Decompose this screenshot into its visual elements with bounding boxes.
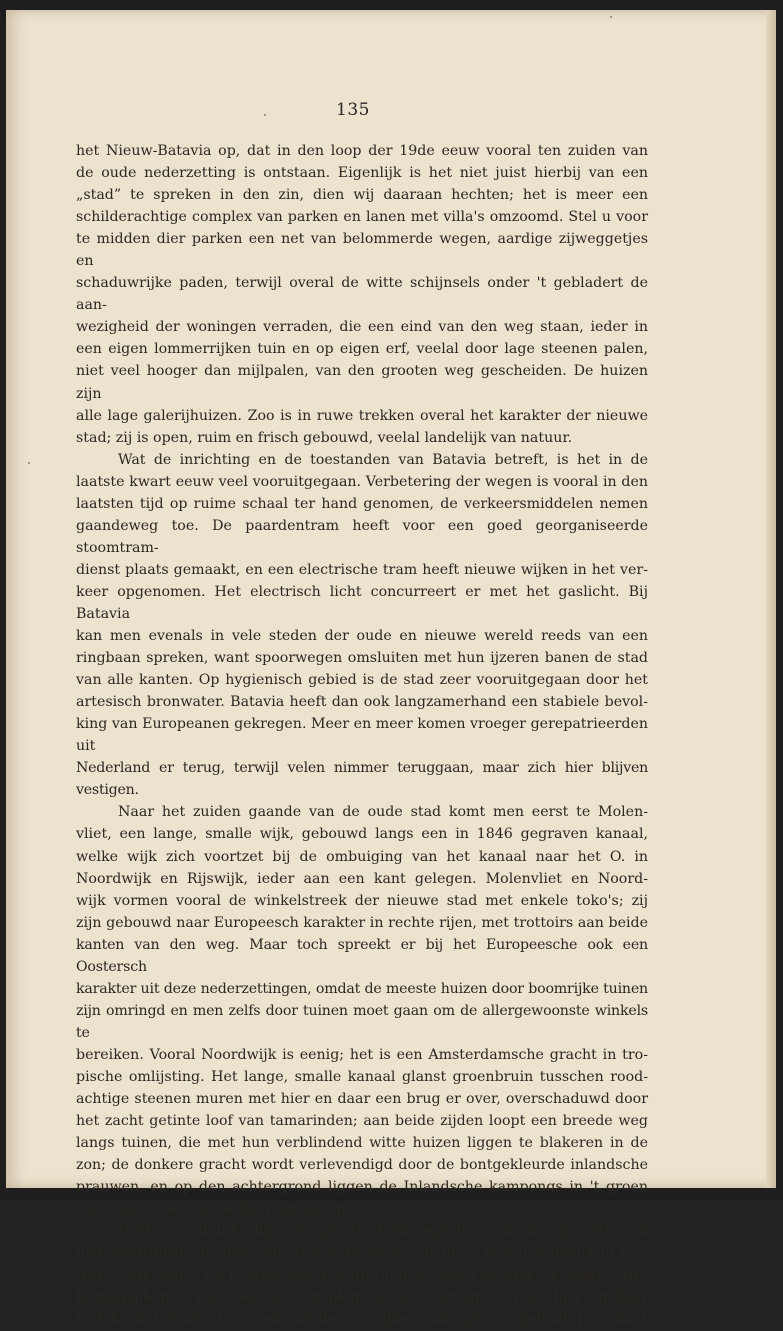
- text-line: bedekt met grazend vee, en aan de vier zijden van zijn onregelmatig vierkant: [76, 1311, 648, 1328]
- text-line: kan men evenals in vele steden der oude en nieuwe wereld reeds van een: [76, 628, 648, 645]
- text-line: „stad” te spreken in den zin, dien wij daaraan hechten; het is meer een: [76, 187, 648, 204]
- text-line: achtige steenen muren met hier en daar een brug er over, overschaduwd door: [76, 1091, 648, 1108]
- body-text: [76, 140, 648, 1331]
- text-line: een eigen lommerrijken tuin en op eigen erf, veelal door lage steenen palen,: [76, 341, 648, 358]
- text-line: schaduwrijke paden, terwijl overal de witte schijnsels onder 't gebladert de aan-: [76, 275, 648, 314]
- paragraph-1: [76, 140, 648, 449]
- text-line: laatste kwart eeuw veel vooruitgegaan. Verbetering der wegen is vooral in den: [76, 473, 648, 490]
- text-line: te midden dier parken een net van belommerde wegen, aardige zijweggetjes en: [76, 231, 648, 270]
- page-edge-shadow: [766, 10, 776, 1188]
- paragraph-3: [76, 801, 648, 1220]
- text-line: niet veel hooger dan mijlpalen, van den grooten weg gescheiden. De huizen zijn: [76, 363, 648, 402]
- text-line: pische omlijsting. Het lange, smalle kanaal glanst groenbruin tusschen rood-: [76, 1068, 648, 1085]
- text-line: karakter uit deze nederzettingen, omdat de meeste huizen door boomrijke tuinen: [76, 980, 648, 997]
- text-line: de oude nederzetting is ontstaan. Eigenlijk is het niet juist hierbij van een: [76, 165, 648, 182]
- text-line: Koningsplein is niet zoozeer een plein als wel een groot veld, hier en daar: [76, 1289, 648, 1306]
- text-line: zijn omringd en men zelfs door tuinen moet gaan om de allergewoonste winkels te: [76, 1002, 648, 1041]
- text-line: king van Europeanen gekregen. Meer en meer komen vroeger gerepatrieerden uit: [76, 716, 648, 755]
- text-line: het Nieuw-Batavia op, dat in den loop der 19de eeuw vooral ten zuiden van: [76, 143, 648, 159]
- text-line: verscholen, de stadswijken omsluitend.: [76, 1201, 360, 1218]
- text-line: alle lage galerijhuizen. Zoo is in ruwe trekken overal het karakter der nieuwe: [76, 407, 648, 424]
- text-line: wijk vormen vooral de winkelstreek der nieuwe stad met enkele toko's; zij: [76, 892, 648, 909]
- text-line: Nederland er terug, terwijl velen nimmer teruggaan, maar zich hier blijven vestigen.: [76, 760, 648, 799]
- text-line: gaandeweg toe. De paardentram heeft voor een goed georganiseerde stoomtram-: [76, 517, 648, 556]
- text-line: kanten van den weg. Maar toch spreekt er bij het Europeesche ook een Oostersch: [76, 936, 648, 975]
- text-line: artesisch bronwater. Batavia heeft dan ook langzamerhand een stabiele bevol-: [76, 694, 648, 711]
- text-line: langs tuinen, die met hun verblindend witte huizen liggen te blakeren in de: [76, 1135, 648, 1152]
- text-line: stad; zij is open, ruim en frisch gebouwd, veelal landelijk van natuur.: [76, 429, 573, 446]
- text-line: prauwen, en op den achtergrond liggen de Inlandsche kampongs in 't groen: [76, 1179, 648, 1196]
- text-line: ringbaan spreken, want spoorwegen omsluiten met hun ijzeren banen de stad: [76, 650, 648, 667]
- paper-speck: [28, 462, 30, 464]
- text-line: zijn gebouwd naar Europeesch karakter in rechte rijen, met trottoirs aan beide: [76, 914, 648, 931]
- text-line: Verder zuidelijk, bij het groote Koningsplein, een der grootste en: [118, 1223, 648, 1240]
- text-line: dienst plaats gemaakt, en een electrische tram heeft nieuwe wijken in het ver-: [76, 561, 648, 578]
- text-line: laatsten tijd op ruime schaal ter hand genomen, de verkeersmiddelen nemen: [76, 495, 648, 512]
- paper-speck: [610, 16, 612, 18]
- text-line: schilderachtige complex van parken en lanen met villa's omzoomd. Stel u voor: [76, 209, 648, 226]
- text-line: Noordwijk en Rijswijk, ieder aan een kant gelegen. Molenvliet en Noord-: [76, 870, 648, 887]
- text-line: Naar het zuiden gaande van de oude stad komt men eerst te Molen-: [118, 804, 648, 821]
- book-page: [6, 10, 776, 1328]
- page-number: 135: [336, 100, 370, 120]
- paragraph-4: [76, 1220, 648, 1330]
- text-line: bereiken. Vooral Noordwijk is eenig; het is een Amsterdamsche gracht in tro-: [76, 1046, 648, 1063]
- text-line: merkwaardigste pleinen van Nieuw-Batavia, dat bijna een uur gaans in om-: [76, 1245, 648, 1262]
- text-line: trek heeft, krijgt de nieuwe nederzetting geheel een Oostersch karakter. Het: [76, 1267, 648, 1284]
- text-line: welke wijk zich voortzet bij de ombuiging van het kanaal naar het O. in: [76, 848, 648, 865]
- paragraph-2: [76, 449, 648, 802]
- text-line: vliet, een lange, smalle wijk, gebouwd langs een in 1846 gegraven kanaal,: [76, 826, 648, 843]
- text-line: Wat de inrichting en de toestanden van Batavia betreft, is het in de: [118, 451, 648, 468]
- text-line: het zacht getinte loof van tamarinden; aan beide zijden loopt een breede weg: [76, 1113, 648, 1130]
- text-line: keer opgenomen. Het electrisch licht concurreert er met het gaslicht. Bij Batavia: [76, 583, 648, 622]
- text-line: van alle kanten. Op hygienisch gebied is de stad zeer vooruitgegaan door het: [76, 672, 648, 689]
- text-line: zon; de donkere gracht wordt verlevendigd door de bontgekleurde inlandsche: [76, 1157, 648, 1174]
- text-line: wezigheid der woningen verraden, die een eind van den weg staan, ieder in: [76, 319, 648, 336]
